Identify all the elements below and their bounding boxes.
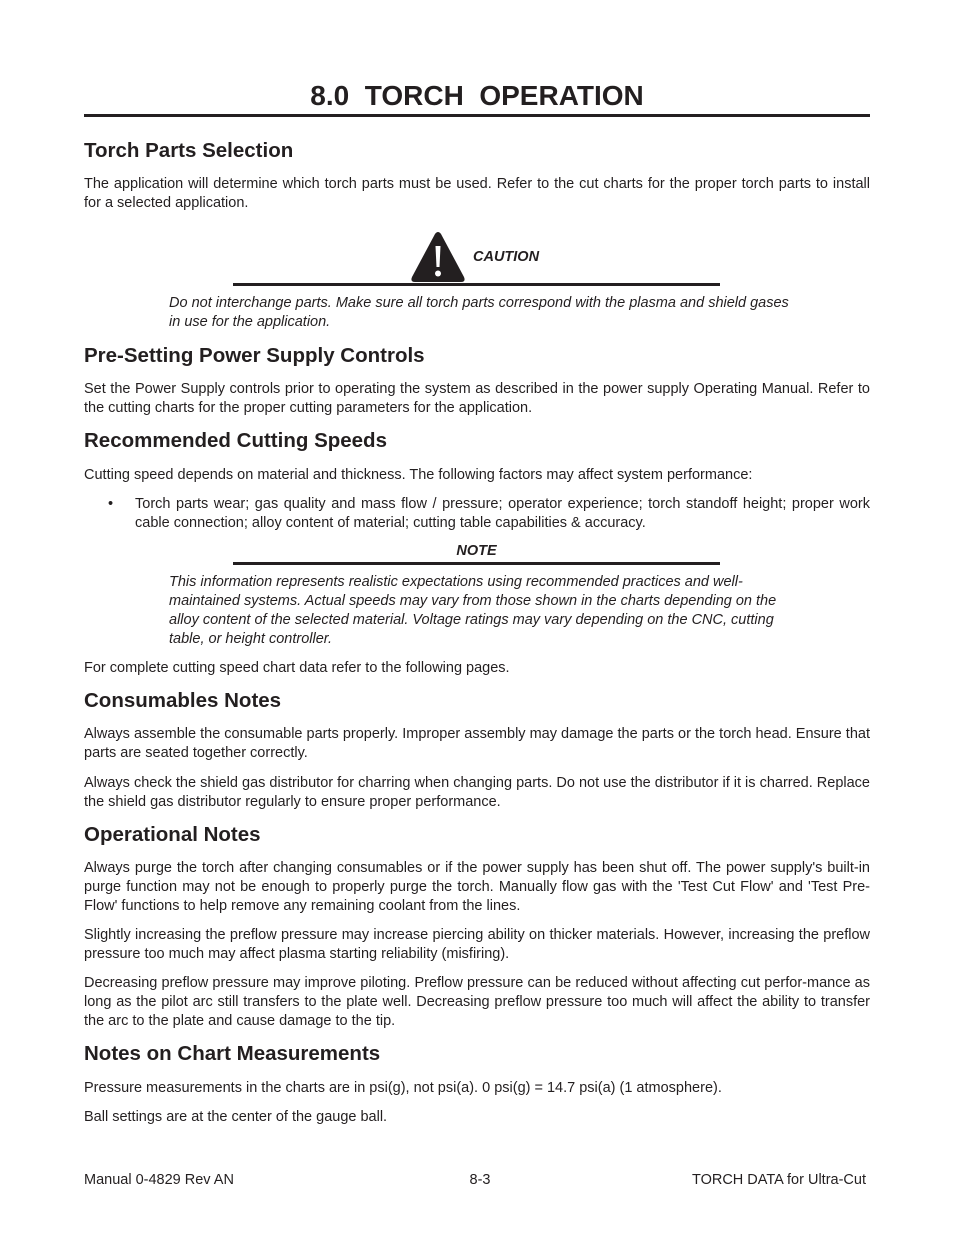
footer-page-number: 8-3 [469,1172,491,1188]
heading-chart-measurements: Notes on Chart Measurements [84,1042,381,1065]
footer-section-title: TORCH DATA for Ultra-Cut [691,1172,866,1188]
heading-operational-notes: Operational Notes [84,823,261,846]
paragraph-operational-2: Slightly increasing the preflow pressure may increase piercing ability on thicker materials. However, increasing the preflow pressure too much may affect plasma starting reliability (misfiring). [84,927,870,962]
title-rule [84,114,870,117]
footer-manual-number: Manual 0-4829 Rev AN [84,1172,234,1188]
note-label: NOTE [456,543,497,559]
paragraph-torch-parts: The application will determine which torch parts must be used. Refer to the cut charts for the proper torch parts to install for a selected application. [84,176,870,211]
paragraph-consumables-2: Always check the shield gas distributor for charring when changing parts. Do not use the distributor if it is charred. Replace the shield gas distributor regularly to ensure proper performance. [84,775,870,810]
bullet-mark: • [108,496,114,512]
caution-label: CAUTION [473,249,540,265]
bullet-text: Torch parts wear; gas quality and mass flow / pressure; operator experience; torch standoff height; proper work cable connection; alloy content of material; cutting table capabilities & accuracy. [135,496,870,531]
note-rule [233,562,720,565]
bullet-item [108,495,870,533]
paragraph-cutting-speed-factors: Cutting speed depends on material and thickness. The following factors may affect system performance: [84,467,753,483]
paragraph-chart-reference: For complete cutting speed chart data refer to the following pages. [84,660,510,676]
heading-presetting-controls: Pre-Setting Power Supply Controls [84,344,425,367]
heading-torch-parts-selection: Torch Parts Selection [84,139,294,162]
paragraph-chart-pressure: Pressure measurements in the charts are in psi(g), not psi(a). 0 psi(g) = 14.7 psi(a) (1 atmosphere). [84,1080,722,1096]
paragraph-ball-settings: Ball settings are at the center of the gauge ball. [84,1109,388,1125]
caution-text: Do not interchange parts. Make sure all torch parts correspond with the plasma and shield gases in use for the application. [169,295,789,330]
caution-rule [233,283,720,286]
note-text: This information represents realistic expectations using recommended practices and well-maintained systems. Actual speeds may vary from those shown in the charts depending on the alloy content of the selected material. Voltage ratings may vary depending on the CNC, cutting table, or height controller. [169,574,777,647]
heading-consumables-notes: Consumables Notes [84,689,282,712]
caution-triangle-icon [410,231,466,283]
paragraph-operational-1: Always purge the torch after changing consumables or if the power supply has been shut off. The power supply's built-in purge function may not be enough to properly purge the torch. Manually flow gas with the 'Test Cut Flow' and 'Test Pre-Flow' functions to help remove any remaining coolant from the lines. [84,860,870,914]
paragraph-presetting: Set the Power Supply controls prior to operating the system as described in the power supply Operating Manual. Refer to the cutting charts for the proper cutting parameters for the application. [84,381,870,416]
page-title: 8.0 TORCH OPERATION [310,80,644,111]
paragraph-operational-3: Decreasing preflow pressure may improve piloting. Preflow pressure can be reduced without affecting cut perfor-mance as long as the pilot arc still transfers to the plate well. Decreasing preflow pressure too much will affect the ability to transfer the arc to the plate and cause damage to the tip. [84,975,870,1029]
paragraph-consumables-1: Always assemble the consumable parts properly. Improper assembly may damage the parts or the torch head. Ensure that parts are seated together correctly. [84,726,870,761]
heading-cutting-speeds: Recommended Cutting Speeds [84,429,387,452]
